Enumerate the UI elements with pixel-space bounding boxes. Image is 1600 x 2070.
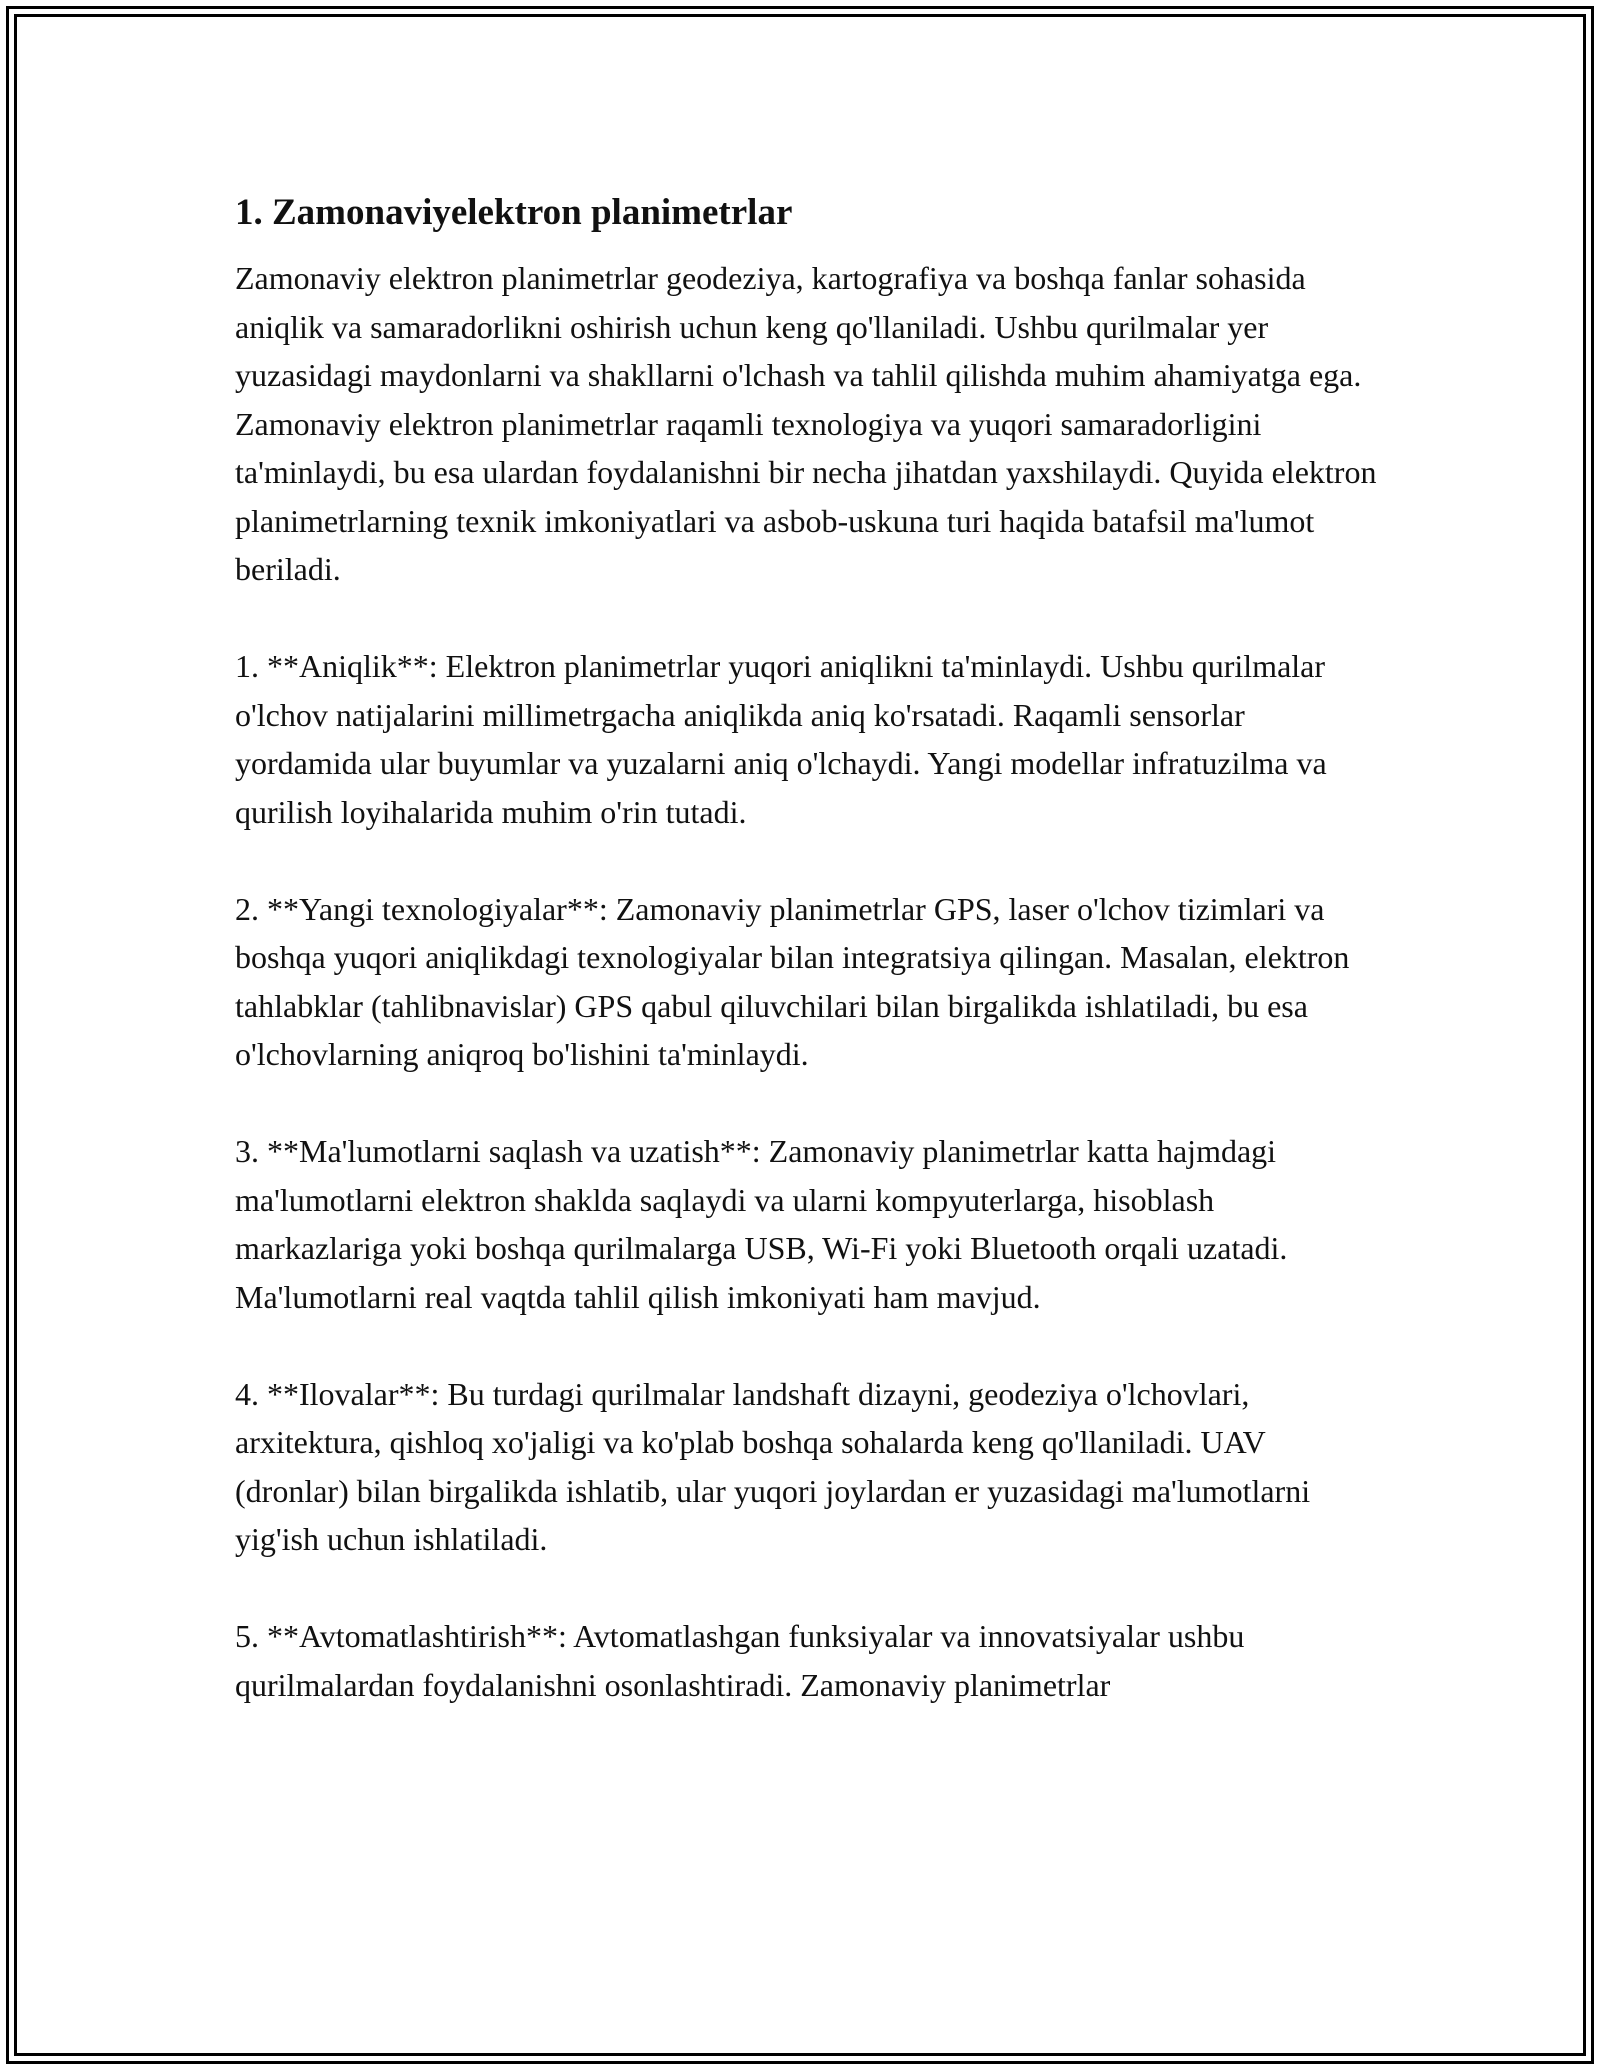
- list-item-accuracy: 1. **Aniqlik**: Elektron planimetrlar yuqori aniqlikni ta'minlaydi. Ushbu qurilmalar o'lchov natijalarini millimetrgacha aniqlikda aniq ko'rsatadi. Raqamli sensorlar yordamida ular buyumlar va yuzalarni aniq o'lchaydi. Yangi modellar infratuzilma va qurilish loyihalarida muhim o'rin tutadi.: [235, 648, 1327, 830]
- list-item-applications: 4. **Ilovalar**: Bu turdagi qurilmalar landshaft dizayni, geodeziya o'lchovlari, arxitektura, qishloq xo'jaligi va ko'plab boshqa sohalarda keng qo'llaniladi. UAV (dronlar) bilan birgalikda ishlatib, ular yuqori joylardan er yuzasidagi ma'lumotlarni yig'ish uchun ishlatiladi.: [235, 1375, 1311, 1557]
- document-title: 1. Zamonaviyelektron planimetrlar: [235, 192, 793, 233]
- intro-paragraph: Zamonaviy elektron planimetrlar geodeziya, kartografiya va boshqa fanlar sohasida aniqlik va samaradorlikni oshirish uchun keng qo'llaniladi. Ushbu qurilmalar yer yuzasidagi maydonlarni va shakllarni o'lchash va tahlil qilishda muhim ahamiyatga ega. Zamonaviy elektron planimetrlar raqamli texnologiya va yuqori samaradorligini ta'minlaydi, bu esa ulardan foydalanishni bir necha jihatdan yaxshilaydi. Quyida elektron planimetrlarning texnik imkoniyatlari va asbob-uskuna turi haqida batafsil ma'lumot beriladi.: [235, 260, 1377, 587]
- list-item-data-storage: 3. **Ma'lumotlarni saqlash va uzatish**: Zamonaviy planimetrlar katta hajmdagi ma'lumotlarni elektron shakldа saqlaydi va ularni kompyuterlarga, hisoblash markazlariga yoki boshqa qurilmalarga USB, Wi-Fi yoki Bluetooth orqali uzatadi. Ma'lumotlarni real vaqtda tahlil qilish imkoniyati ham mavjud.: [235, 1133, 1288, 1315]
- list-item-automation: 5. **Avtomatlashtirish**: Avtomatlashgan funksiyalar va innovatsiyalar ushbu qurilmalardan foydalanishni osonlashtiradi. Zamonaviy planimetrlar: [235, 1618, 1245, 1703]
- list-item-new-technologies: 2. **Yangi texnologiyalar**: Zamonaviy planimetrlar GPS, laser o'lchov tizimlari va boshqa yuqori aniqlikdagi texnologiyalar bilan integratsiya qilingan. Masalan, elektron tahlabklar (tahlibnavislar) GPS qabul qiluvchilari bilan birgalikda ishlatiladi, bu esa o'lchovlarning aniqroq bo'lishini ta'minlaydi.: [235, 890, 1350, 1072]
- document-body: [235, 188, 1385, 1758]
